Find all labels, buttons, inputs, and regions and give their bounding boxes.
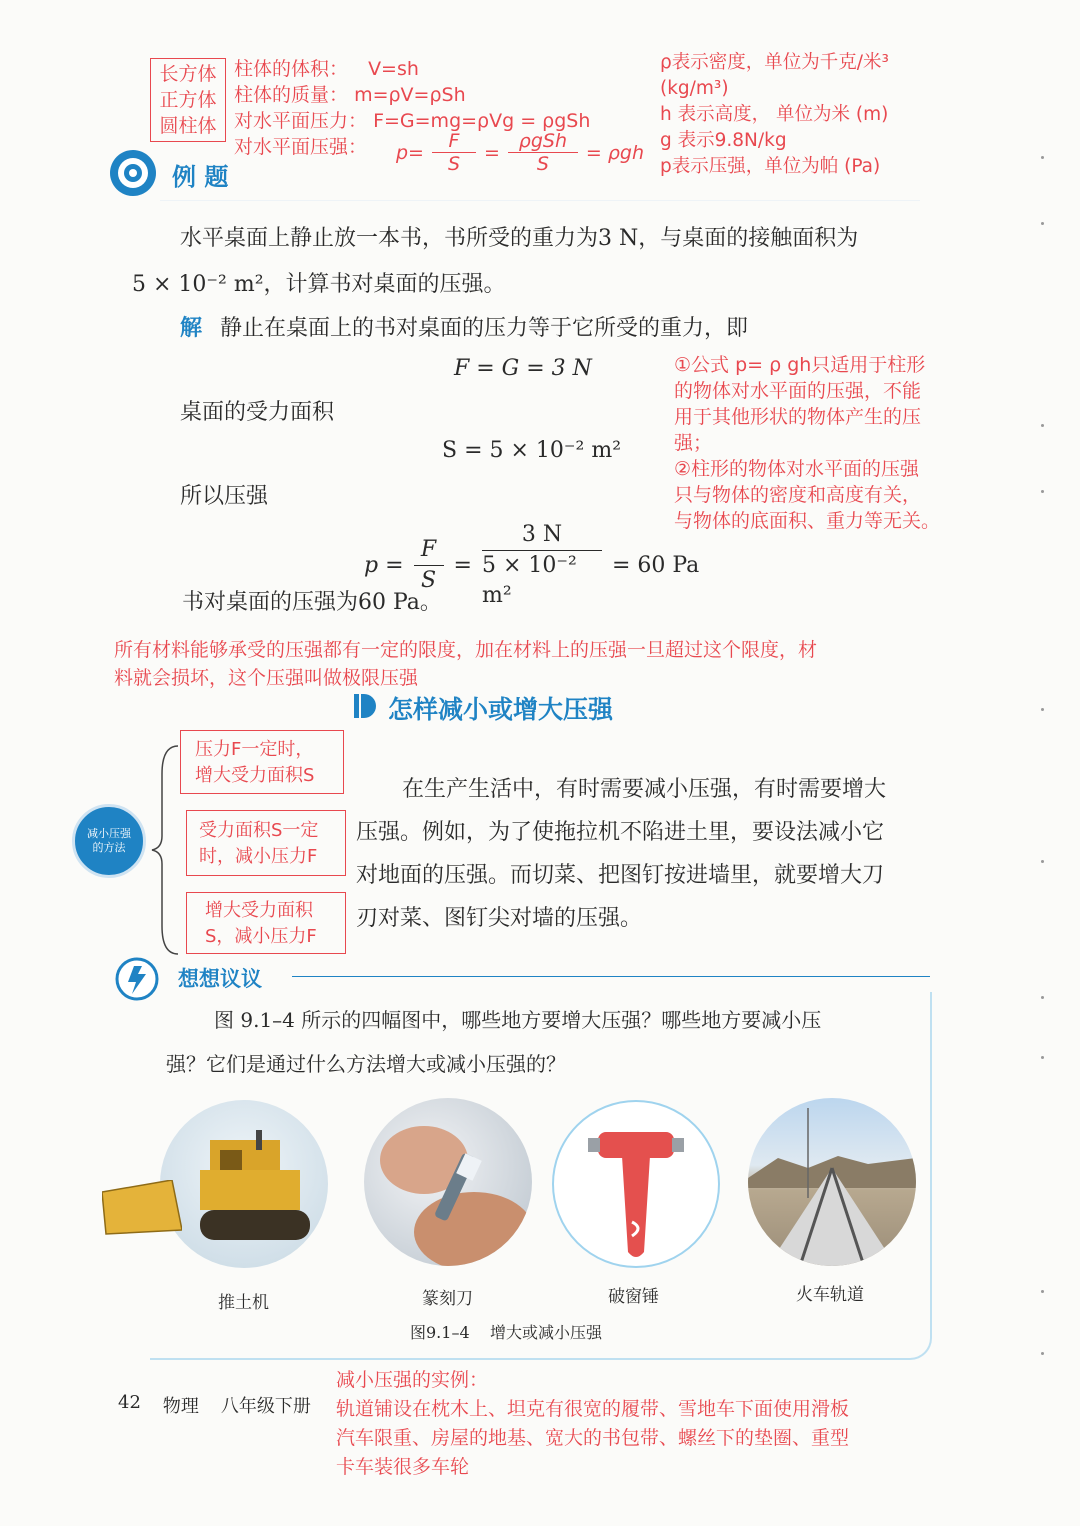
limit-note	[114, 636, 817, 692]
side-note-line-2: 的物体对水平面的压强，不能	[674, 380, 922, 402]
image-label-window-hammer: 破窗锤	[608, 1287, 659, 1307]
discuss-rule	[292, 976, 930, 977]
discuss-heading: 想想议议	[178, 967, 262, 991]
example-heading: 例 题	[172, 163, 229, 191]
section-paragraph	[356, 768, 886, 940]
method-2-line-2: 时，减小压力F	[199, 846, 318, 867]
bottom-note	[336, 1366, 849, 1482]
eq3-result: = 60 Pa	[611, 552, 700, 578]
pf-frac1-den: S	[447, 153, 461, 175]
section-marker-icon	[354, 694, 376, 718]
bottom-note-line-2: 轨道铺设在枕木上、坦克有很宽的履带、雪地车下面使用滑板	[336, 1398, 850, 1420]
method-box-2	[186, 810, 346, 876]
pf-result: = ρgh	[585, 141, 645, 164]
footer-grade: 八年级下册	[220, 1396, 311, 1417]
side-note-line-6: 只与物体的密度和高度有关，	[674, 484, 922, 506]
margin-dot	[1041, 424, 1044, 427]
limit-note-line-2: 料就会损坏，这个压强叫做极限压强	[114, 667, 419, 689]
pf-frac1	[432, 130, 476, 175]
method-3-line-1: 增大受力面积	[205, 900, 313, 921]
margin-dot	[1041, 222, 1044, 225]
eq3-lhs: p =	[364, 552, 404, 578]
margin-dot	[1041, 1352, 1044, 1355]
unit-note-pressure: p表示压强，单位为帕 (Pa)	[660, 156, 881, 177]
method-box-1	[180, 730, 344, 794]
method-1-line-1: 压力F一定时，	[195, 739, 314, 760]
unit-note-density-si: (kg/m³)	[660, 78, 729, 99]
margin-dot	[1041, 996, 1044, 999]
shape-cylinder: 圆柱体	[159, 115, 217, 137]
volume-row	[234, 56, 590, 82]
unit-note-g: g 表示9.8N/kg	[660, 130, 787, 151]
example-rule	[160, 200, 920, 201]
solution-line	[180, 314, 748, 344]
bottom-note-line-3: 汽车限重、房屋的地基、宽大的书包带、螺丝下的垫圈、重型	[336, 1427, 850, 1449]
footer-subject: 物理	[162, 1396, 199, 1417]
problem-line-2: 5 × 10⁻² m²，计算书对桌面的压强。	[132, 272, 506, 297]
eq3-v-num: 3 N	[521, 522, 563, 547]
bulldozer-image	[160, 1100, 328, 1268]
solution-label: 解	[180, 316, 203, 341]
window-hammer-image	[552, 1100, 720, 1268]
pf-eq: =	[483, 141, 500, 164]
figure-caption: 图9.1–4 增大或减小压强	[410, 1323, 602, 1342]
side-note-line-7: 与物体的底面积、重力等无关。	[674, 510, 941, 532]
bottom-note-line-1: 减小压强的实例：	[336, 1369, 489, 1391]
paragraph-line-3: 对地面的压强。而切菜、把图钉按进墙里，就要增大刀	[356, 863, 885, 888]
equation-area: S = 5 × 10⁻² m²	[442, 438, 622, 463]
page-number: 42	[118, 1392, 141, 1413]
discuss-line-2: 强？它们是通过什么方法增大或减小压强的？	[166, 1052, 566, 1076]
pf-frac1-num: F	[448, 130, 460, 152]
pf-frac2-num: ρgSh	[518, 130, 568, 152]
margin-dot	[1041, 860, 1044, 863]
railway-track-image	[748, 1098, 916, 1266]
force-label: 对水平面压力：	[234, 110, 368, 132]
mass-row	[234, 82, 590, 108]
discuss-text	[166, 998, 821, 1086]
side-note-line-3: 用于其他形状的物体产生的压	[674, 406, 922, 428]
shape-cube: 正方体	[159, 89, 217, 111]
unit-note-height: h 表示高度， 单位为米 (m)	[660, 104, 889, 125]
image-label-railway-track: 火车轨道	[796, 1285, 864, 1305]
eq3-f-den: S	[420, 568, 437, 593]
method-2-line-1: 受力面积S一定	[199, 820, 319, 841]
eq3-frac-values	[482, 520, 602, 611]
force-formula: F=G=mg=ρVg = ρgSh	[373, 110, 591, 132]
methods-circle-line-1: 减小压强	[87, 827, 131, 840]
page-footer	[118, 1392, 311, 1418]
example-icon	[108, 148, 158, 198]
pressure-formula	[396, 130, 644, 175]
discuss-icon	[114, 956, 160, 1002]
margin-dot	[1041, 708, 1044, 711]
margin-dot	[1041, 1290, 1044, 1293]
equation-force: F = G = 3 N	[454, 356, 592, 381]
methods-circle-line-2: 的方法	[92, 841, 126, 854]
methods-circle	[72, 804, 146, 878]
limit-note-line-1: 所有材料能够承受的压强都有一定的限度，加在材料上的压强一旦超过这个限度，材	[114, 639, 818, 661]
pressure-label: 对水平面压强：	[234, 136, 368, 158]
eq3-f-num: F	[420, 537, 437, 562]
volume-formula: V=sh	[368, 58, 419, 80]
side-note	[674, 352, 940, 534]
margin-dot	[1041, 1056, 1044, 1059]
problem-line-1: 水平桌面上静止放一本书，书所受的重力为3 N，与桌面的接触面积为	[180, 226, 859, 251]
methods-brace	[150, 744, 180, 956]
bulldozer-blade	[102, 1180, 182, 1240]
area-label: 桌面的受力面积	[180, 400, 335, 425]
margin-dot	[1041, 156, 1044, 159]
mass-label: 柱体的质量：	[234, 84, 349, 106]
eq3-frac-symbolic	[414, 535, 444, 596]
pressure-label-text: 所以压强	[180, 484, 269, 509]
eq3-v-den: 5 × 10⁻² m²	[481, 553, 577, 608]
section-title: 怎样减小或增大压强	[388, 695, 614, 724]
side-note-line-5: ②柱形的物体对水平面的压强	[674, 458, 920, 480]
shapes-box	[150, 58, 226, 142]
unit-notes	[660, 50, 889, 180]
volume-label: 柱体的体积：	[234, 58, 349, 80]
image-label-carving-knife: 篆刻刀	[422, 1289, 473, 1309]
eq3-eq: =	[453, 552, 472, 578]
discuss-line-1: 图 9.1–4 所示的四幅图中，哪些地方要增大压强？哪些地方要减小压	[214, 1008, 822, 1032]
pf-frac2	[508, 130, 578, 175]
method-box-3	[186, 892, 346, 954]
unit-note-density: ρ表示密度，单位为千克/米³	[660, 52, 889, 73]
conclusion: 书对桌面的压强为60 Pa。	[182, 590, 442, 615]
margin-dot	[1041, 490, 1044, 493]
paragraph-line-4: 刃对菜、图钉尖对墙的压强。	[356, 906, 643, 931]
side-note-line-4: 强；	[674, 432, 713, 454]
carving-knife-image	[364, 1098, 532, 1266]
mass-formula: m=ρV=ρSh	[354, 84, 466, 106]
pf-p: p=	[396, 141, 424, 164]
paragraph-line-2: 压强。例如，为了使拖拉机不陷进土里，要设法减小它	[356, 820, 885, 845]
paragraph-line-1: 在生产生活中，有时需要减小压强，有时需要增大	[402, 777, 887, 802]
side-note-line-1: ①公式 p= ρ gh只适用于柱形	[674, 354, 926, 376]
method-1-line-2: 增大受力面积S	[195, 765, 315, 786]
bottom-note-line-4: 卡车装很多车轮	[336, 1456, 470, 1478]
solution-intro: 静止在桌面上的书对桌面的压力等于它所受的重力，即	[220, 316, 749, 341]
shape-cuboid: 长方体	[159, 63, 217, 85]
pf-frac2-den: S	[536, 153, 549, 175]
method-3-line-2: S，减小压力F	[205, 926, 317, 947]
image-label-bulldozer: 推土机	[218, 1293, 269, 1313]
